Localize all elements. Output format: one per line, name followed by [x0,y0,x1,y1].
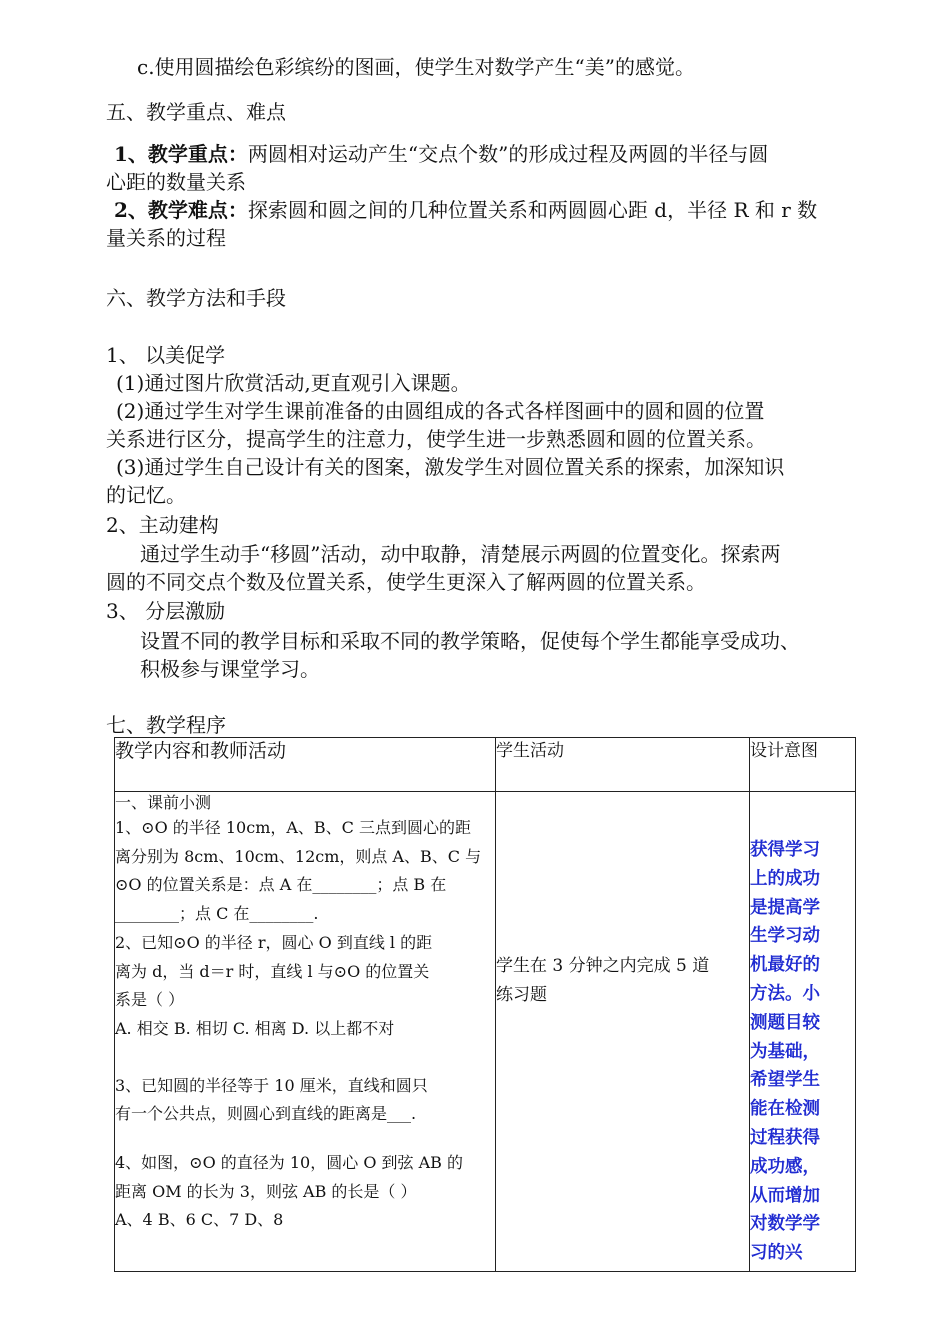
content-line: 有一个公共点，则圆心到直线的距离是___. [115,1104,417,1124]
method-1-point-3b: 的记忆。 [106,483,186,507]
content-line: 1、⊙O 的半径 10cm，A、B、C 三点到圆心的距 [115,818,472,837]
difficulty-line-1 [114,198,817,222]
content-line: ________；点 C 在________. [115,904,319,924]
intent-line: 测题目较 [750,1012,820,1033]
key-point-line-2: 心距的数量关系 [106,170,246,194]
intent-line: 从而增加 [750,1185,820,1206]
method-1-title: 1、 以美促学 [106,343,226,367]
intent-line: 成功感， [750,1156,820,1177]
content-line: ⊙O 的位置关系是：点 A 在________；点 B 在 [115,875,447,895]
header-student: 学生活动 [496,738,750,792]
intent-line: 方法。小 [750,983,820,1004]
content-line: 2、已知⊙O 的半径 r，圆心 O 到直线 l 的距 [115,932,433,952]
teaching-procedure-table [114,737,856,1272]
content-line: 3、已知圆的半径等于 10 厘米，直线和圆只 [115,1075,428,1095]
section-5-title: 五、教学重点、难点 [106,100,286,124]
intent-line: 能在检测 [750,1099,820,1120]
intent-line: 对数学学 [750,1214,820,1235]
content-line: 一、课前小测 [115,793,212,812]
content-line: A. 相交 B. 相切 C. 相离 D. 以上都不对 [115,1018,395,1038]
method-1-point-2b: 关系进行区分，提高学生的注意力，使学生进一步熟悉圆和圆的位置关系。 [106,427,766,451]
content-line: 距离 OM 的长为 3，则弦 AB 的长是（ ） [115,1181,417,1201]
method-3-text-a: 设置不同的教学目标和采取不同的教学策略，促使每个学生都能享受成功、 [140,629,800,653]
content-cell [115,792,496,1272]
student-activity-cell [496,792,750,1272]
intent-line: 生学习动 [750,926,820,947]
intro-point-c: c.使用圆描绘色彩缤纷的图画，使学生对数学产生“美”的感觉。 [137,55,696,79]
content-line: A、4 B、6 C、7 D、8 [115,1210,284,1230]
difficulty-line-2: 量关系的过程 [106,226,226,250]
content-line [115,1044,495,1072]
design-intent-cell [750,792,856,1272]
difficulty-text: 探索圆和圆之间的几种位置关系和两圆圆心距 d，半径 R 和 r 数 [247,198,818,222]
intent-line: 是提高学 [750,897,820,918]
table-header-row [115,738,856,792]
key-point-line-1 [114,142,768,166]
content-line: 离分别为 8cm、10cm、12cm，则点 A、B、C 与 [115,846,482,866]
intent-line: 为基础， [750,1041,820,1062]
header-intent: 设计意图 [750,738,856,792]
table-row [115,792,856,1272]
content-line: 系是（ ） [115,990,185,1010]
method-3-title: 3、 分层激励 [106,599,226,623]
intent-line: 希望学生 [750,1070,820,1091]
method-2-title: 2、主动建构 [106,513,219,537]
section-7-title: 七、教学程序 [106,713,226,737]
key-point-label: 1、教学重点： [114,142,248,166]
key-point-text: 两圆相对运动产生“交点个数”的形成过程及两圆的半径与圆 [247,142,769,166]
intent-line: 上的成功 [750,868,820,889]
section-6-title: 六、教学方法和手段 [106,286,286,310]
method-1-point-3a: (3)通过学生自己设计有关的图案，激发学生对圆位置关系的探索，加深知识 [116,455,785,479]
method-3-text-b: 积极参与课堂学习。 [140,657,320,681]
method-1-point-2a: (2)通过学生对学生课前准备的由圆组成的各式各样图画中的圆和圆的位置 [116,399,765,423]
intent-line: 获得学习 [750,840,820,860]
student-activity-line: 学生在 3 分钟之内完成 5 道 [496,956,710,976]
method-2-text-b: 圆的不同交点个数及位置关系，使学生更深入了解两圆的位置关系。 [106,570,706,594]
student-activity-line: 练习题 [496,985,547,1005]
intent-line: 习的兴 [750,1243,803,1264]
content-line: 4、如图，⊙O 的直径为 10，圆心 O 到弦 AB 的 [115,1153,464,1173]
intent-line: 过程获得 [750,1127,820,1148]
difficulty-label: 2、教学难点： [114,198,248,222]
content-line: 离为 d，当 d＝r 时，直线 l 与⊙O 的位置关 [115,961,430,981]
content-line [115,1129,495,1149]
header-content: 教学内容和教师活动 [115,738,496,792]
intent-line: 机最好的 [750,955,820,976]
method-2-text-a: 通过学生动手“移圆”活动，动中取静，清楚展示两圆的位置变化。探索两 [140,542,781,566]
method-1-point-1: (1)通过图片欣赏活动,更直观引入课题。 [116,371,471,395]
